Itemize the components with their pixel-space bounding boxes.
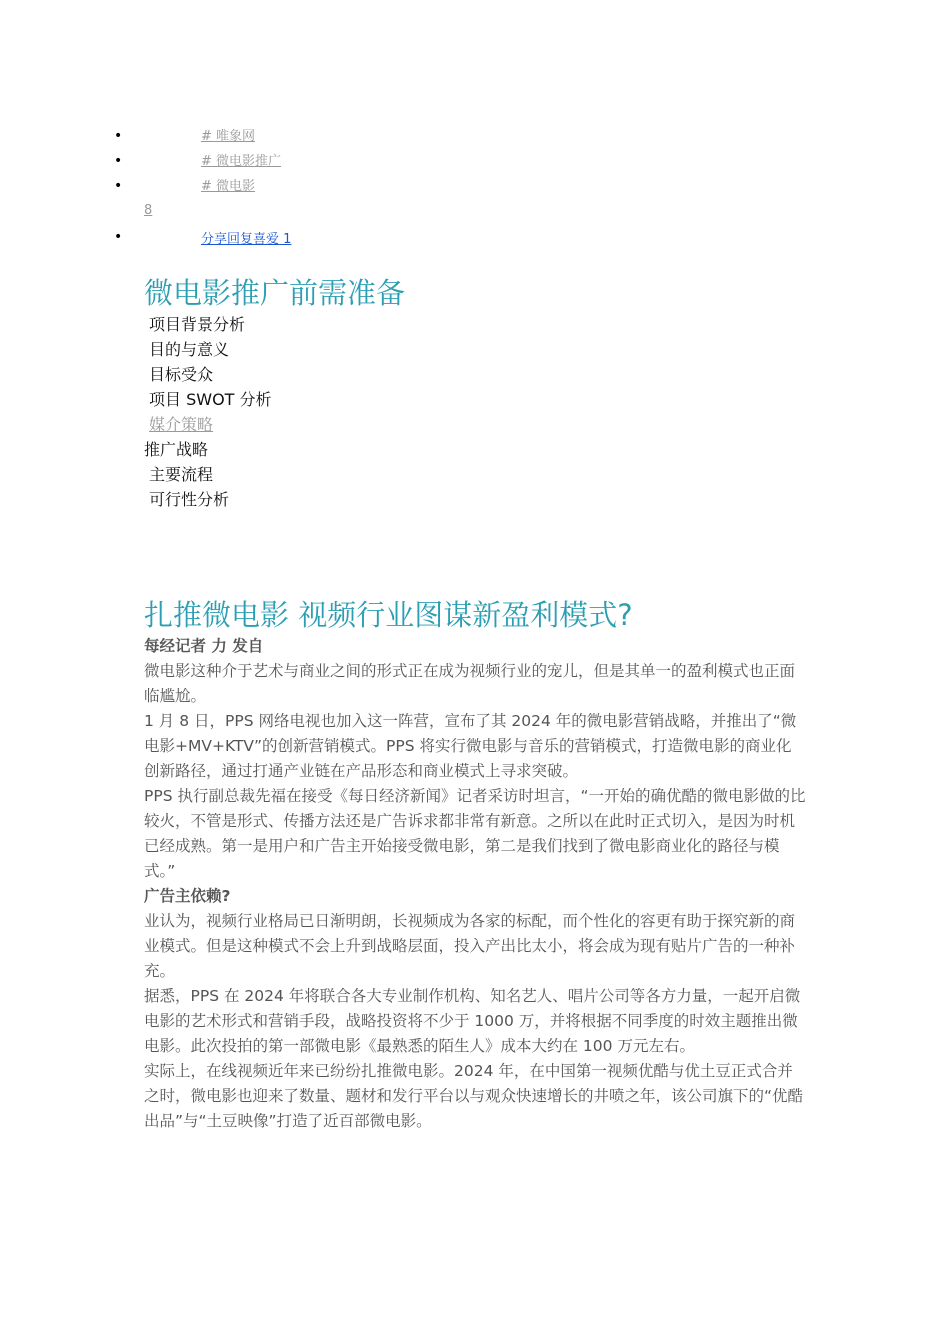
toc-item-promotion-strategy: 推广战略 — [144, 440, 209, 459]
share-reply-like-link[interactable]: 分享回复喜爱 1 — [201, 232, 292, 247]
tag-link-micro-film[interactable]: # 微电影 — [201, 179, 256, 194]
toc-item-audience: 目标受众 — [149, 365, 214, 384]
tag-list-item — [0, 152, 700, 177]
bullet-icon: • — [114, 128, 123, 144]
section-heading-preparation: 微电影推广前需准备 — [144, 276, 406, 311]
bullet-icon: • — [114, 153, 123, 169]
article-paragraph: 实际上，在线视频近年来已纷纷扎推微电影。2024 年，在中国第一视频优酷与优土豆正式合并之时，微电影也迎来了数量、题材和发行平台以与观众快速增长的井喷之年，该公司旗下的“优酷出品”与“土豆映像”打造了近百部微电影。 — [144, 1062, 804, 1130]
article-title: 扎推微电影 视频行业图谋新盈利模式? — [144, 598, 633, 633]
view-count-link[interactable]: 8 — [144, 203, 153, 218]
article-byline: 每经记者 力 发自 — [144, 637, 264, 655]
toc-item-main-process: 主要流程 — [149, 465, 214, 484]
table-of-contents — [144, 312, 544, 512]
tag-list-item — [0, 177, 700, 202]
article-body — [144, 634, 806, 1134]
toc-item-swot: 项目 SWOT 分析 — [149, 390, 272, 409]
toc-item-purpose: 目的与意义 — [149, 340, 230, 359]
article-subheading: 广告主依赖? — [144, 887, 231, 905]
bullet-icon: • — [114, 229, 123, 245]
article-paragraph: 微电影这种介于艺术与商业之间的形式正在成为视频行业的宠儿，但是其单一的盈利模式也正面临尴尬。 — [144, 662, 796, 705]
article-paragraph: 据悉，PPS 在 2024 年将联合各大专业制作机构、知名艺人、唱片公司等各方力量，一起开启微电影的艺术形式和营销手段，战略投资将不少于 1000 万，并将根据不同季度的时效主题推出微电影。此次投拍的第一部微电影《最熟悉的陌生人》成本大约在 100 万元左右。 — [144, 987, 801, 1055]
article-paragraph: PPS 执行副总裁先福在接受《每日经济新闻》记者采访时坦言，“一开始的确优酷的微电影做的比较火，不管是形式、传播方法还是广告诉求都非常有新意。之所以在此时正式切入，是因为时机已经成熟。第一是用户和广告主开始接受微电影，第二是我们找到了微电影商业化的路径与模式。” — [144, 787, 806, 880]
toc-item-background: 项目背景分析 — [149, 315, 246, 334]
tag-list-item — [0, 127, 700, 152]
article-paragraph: 业认为，视频行业格局已日渐明朗，长视频成为各家的标配，而个性化的容更有助于探究新的商业模式。但是这种模式不会上升到战略层面，投入产出比太小，将会成为现有贴片广告的一种补充。 — [144, 912, 796, 980]
tag-link-micro-film-promotion[interactable]: # 微电影推广 — [201, 154, 282, 169]
article-paragraph: 1 月 8 日，PPS 网络电视也加入这一阵营，宣布了其 2024 年的微电影营销战略，并推出了“微电影+MV+KTV”的创新营销模式。PPS 将实行微电影与音乐的营销模式，打造微电影的商业化创新路径，通过打通产业链在产品形态和商业模式上寻求突破。 — [144, 712, 797, 780]
toc-item-feasibility: 可行性分析 — [149, 490, 230, 509]
bullet-icon: • — [114, 178, 123, 194]
toc-item-media-strategy-link[interactable]: 媒介策略 — [149, 415, 214, 434]
tag-list — [0, 127, 700, 202]
tag-link-weixiangwang[interactable]: # 唯象网 — [201, 129, 256, 144]
share-actions — [0, 228, 700, 248]
